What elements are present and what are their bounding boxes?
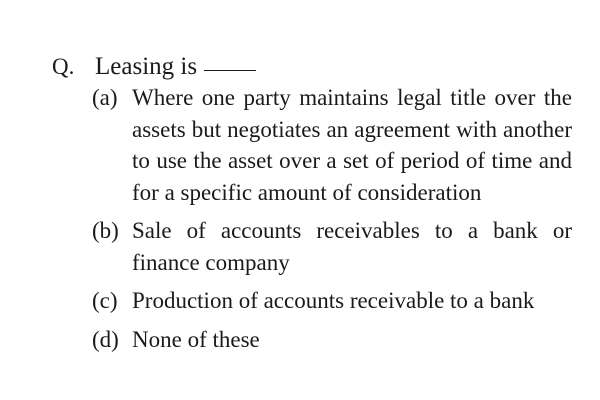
question-stem-row xyxy=(52,52,572,82)
option-b xyxy=(92,215,572,278)
option-letter: (c) xyxy=(92,288,118,313)
option-c xyxy=(92,285,572,317)
question-label: Q. xyxy=(52,54,75,79)
option-text: Production of accounts receivable to a bank xyxy=(132,288,535,313)
option-a xyxy=(92,82,572,208)
question-stem xyxy=(95,52,256,82)
option-letter: (d) xyxy=(92,326,119,352)
question-block xyxy=(52,52,572,355)
option-d xyxy=(92,324,572,356)
option-letter: (a) xyxy=(92,85,118,110)
option-text: Sale of accounts receivables to a bank or finance company xyxy=(132,218,572,275)
options-list xyxy=(92,82,572,355)
option-text: Where one party maintains legal title over the assets but negotiates an agreement with another to use the asset over a set of period of time and for a specific amount of consideration xyxy=(132,85,572,205)
option-text: None of these xyxy=(132,326,260,352)
option-letter: (b) xyxy=(92,218,119,243)
answer-blank xyxy=(204,70,256,71)
question-stem-text: Leasing is xyxy=(95,53,198,80)
